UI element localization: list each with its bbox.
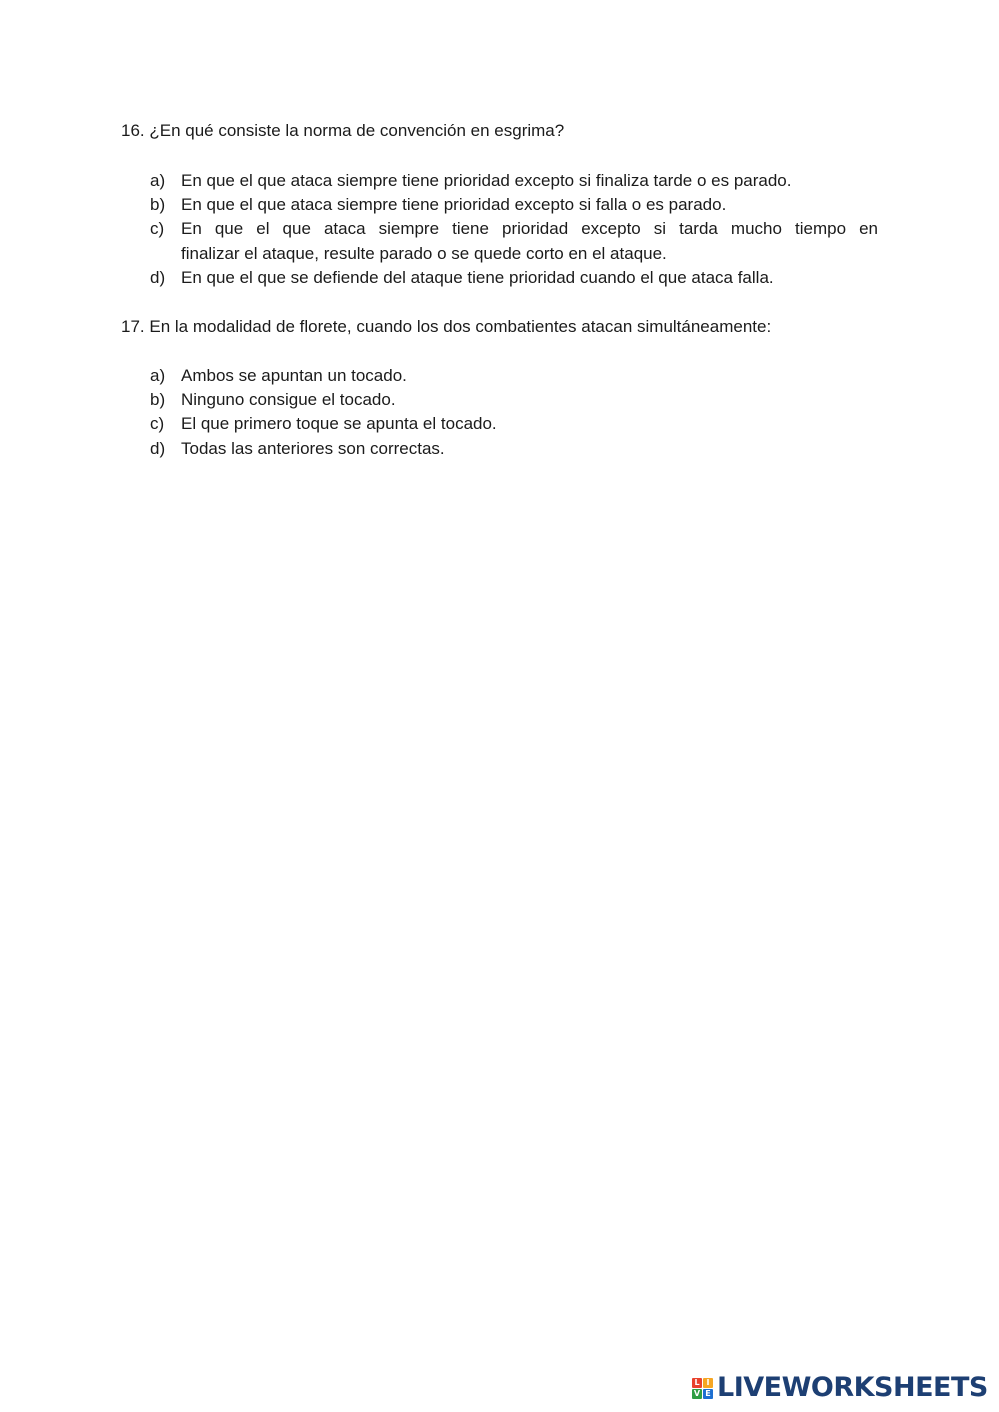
option-text (181, 217, 878, 265)
option-letter: a) (150, 171, 166, 190)
option-text: En que el que ataca siempre tiene prioridad excepto si finaliza tarde o es parado. (181, 171, 792, 190)
question-16 (121, 119, 881, 143)
question-title: 16. ¿En qué consiste la norma de convención en esgrima? (121, 121, 565, 140)
question-17 (121, 315, 881, 339)
option-letter: b) (150, 390, 166, 410)
option-text: Ambos se apuntan un tocado. (181, 366, 407, 385)
option-b[interactable] (150, 193, 878, 217)
brand-text: LIVEWORKSHEETS (717, 1372, 988, 1403)
option-text: Todas las anteriores son correctas. (181, 438, 445, 458)
option-text: En que el que ataca siempre tiene prioridad excepto si falla o es parado. (181, 195, 727, 215)
option-text: En que el que se defiende del ataque tiene prioridad cuando el que ataca falla. (181, 267, 774, 287)
option-b[interactable] (150, 388, 878, 412)
question-16-options (150, 169, 878, 290)
option-a[interactable] (150, 169, 878, 193)
option-letter: c) (150, 219, 165, 239)
option-c[interactable] (150, 412, 878, 436)
option-letter: a) (150, 366, 166, 385)
option-text: Ninguno consigue el tocado. (181, 390, 396, 410)
option-c[interactable] (150, 217, 878, 265)
logo-mark-icon (692, 1378, 713, 1399)
option-text: El que primero toque se apunta el tocado. (181, 414, 497, 434)
question-title: 17. En la modalidad de florete, cuando los dos combatientes atacan simultáneamente: (121, 317, 772, 336)
option-letter: d) (150, 438, 166, 458)
liveworksheets-logo (692, 1372, 988, 1404)
logo-mark-cell: E (703, 1389, 713, 1399)
logo-mark-cell: V (693, 1388, 701, 1398)
option-letter: d) (150, 267, 166, 287)
option-letter: c) (150, 414, 165, 434)
option-d[interactable] (150, 437, 878, 461)
option-d[interactable] (150, 266, 878, 290)
option-text-line-1: En que el que ataca siempre tiene prioridad excepto si tarda mucho tiempo en (181, 219, 878, 239)
logo-mark-cell: L (692, 1378, 702, 1388)
logo-mark-cell: I (703, 1378, 713, 1388)
option-text-line-2: finalizar el ataque, resulte parado o se quede corto en el ataque. (181, 243, 667, 263)
option-letter: b) (150, 195, 166, 215)
question-17-options (150, 364, 878, 461)
option-a[interactable] (150, 364, 878, 388)
